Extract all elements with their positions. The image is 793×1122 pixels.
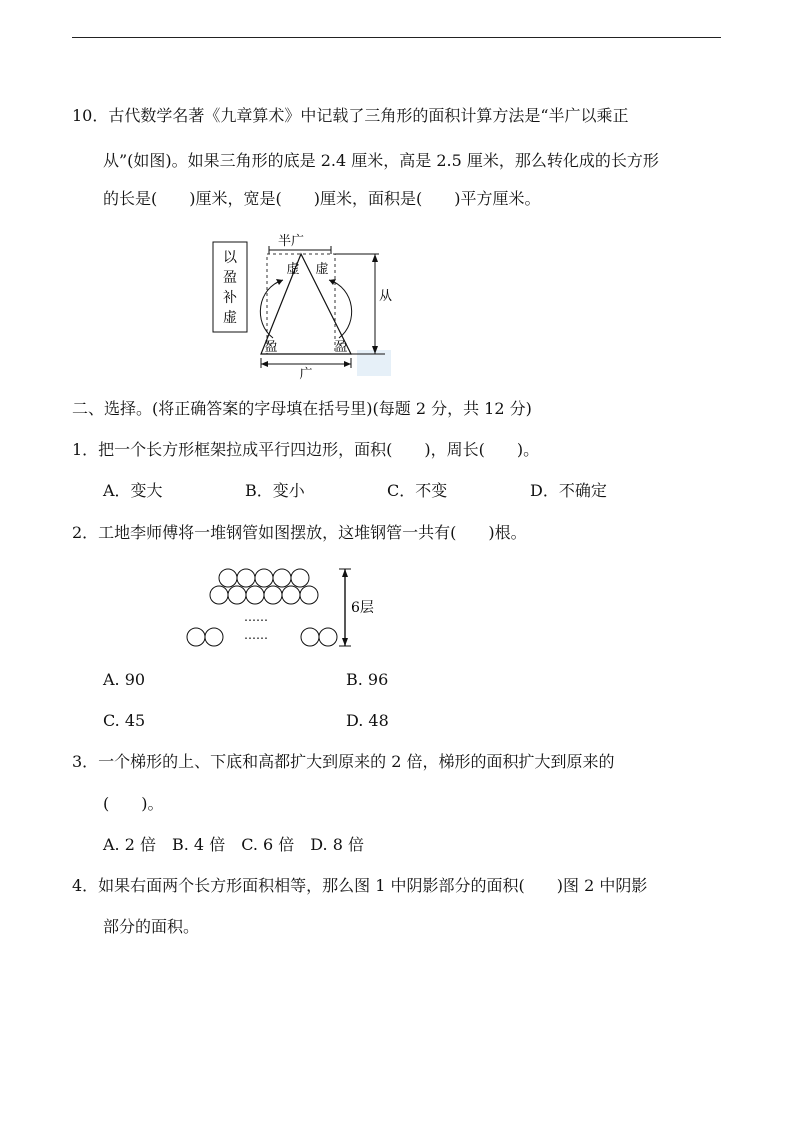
pipes-row-top	[219, 569, 309, 587]
header-rule	[72, 37, 721, 38]
q3-line1: 3．一个梯形的上、下底和高都扩大到原来的 2 倍，梯形的面积扩大到原来的	[72, 752, 615, 771]
q10-line1: 10．古代数学名著《九章算术》中记载了三角形的面积计算方法是“半广以乘正	[72, 106, 629, 125]
q4-line2: 部分的面积。	[103, 917, 200, 936]
triangle	[261, 254, 351, 354]
box-char-2: 盈	[223, 270, 237, 286]
q2-pipe-figure	[180, 566, 390, 652]
q4-line1: 4．如果右面两个长方形面积相等，那么图 1 中阴影部分的面积( )图 2 中阴影	[72, 876, 648, 895]
q2-option-b: B. 96	[346, 670, 389, 689]
box-char-4: 虚	[223, 310, 237, 326]
label-base: 广	[299, 367, 313, 380]
q2-option-d: D. 48	[346, 711, 389, 730]
q2-option-c: C. 45	[103, 711, 146, 730]
q3-line2: ( )。	[103, 794, 164, 813]
label-xu-left: 虚	[286, 262, 300, 277]
label-xu-right: 虚	[315, 262, 329, 277]
section2-title: 二、选择。(将正确答案的字母填在括号里)(每题 2 分，共 12 分)	[72, 399, 532, 418]
label-ying-right: 盈	[334, 340, 348, 355]
q2-text: 2．工地李师傅将一堆钢管如图摆放，这堆钢管一共有( )根。	[72, 523, 527, 542]
label-ying-left: 盈	[264, 340, 278, 355]
label-height: 从	[379, 289, 393, 304]
q1-option-d: D．不确定	[530, 481, 607, 500]
q10-line2: 从”(如图)。如果三角形的底是 2.4 厘米，高是 2.5 厘米，那么转化成的长方形	[103, 151, 659, 170]
box-char-3: 补	[223, 290, 237, 306]
q2-option-a: A. 90	[103, 670, 146, 689]
pipes-dots-1: ……	[244, 610, 268, 624]
label-six-layers: 6层	[351, 600, 374, 616]
pipes-dots-2: ……	[244, 628, 268, 642]
q1-option-c: C．不变	[387, 481, 448, 500]
q1-text: 1．把一个长方形框架拉成平行四边形，面积( )，周长( )。	[72, 440, 540, 459]
arrow-right	[329, 280, 352, 338]
q1-option-b: B．变小	[245, 481, 305, 500]
pipes-row-second	[210, 586, 318, 604]
label-half-base: 半广	[277, 234, 305, 249]
q3-options: A. 2 倍 B. 4 倍 C. 6 倍 D. 8 倍	[103, 835, 364, 854]
q10-figure	[205, 228, 395, 380]
box-char-1: 以	[223, 250, 237, 266]
q1-option-a: A．变大	[103, 481, 163, 500]
q10-line3: 的长是( )厘米，宽是( )厘米，面积是( )平方厘米。	[103, 189, 541, 208]
